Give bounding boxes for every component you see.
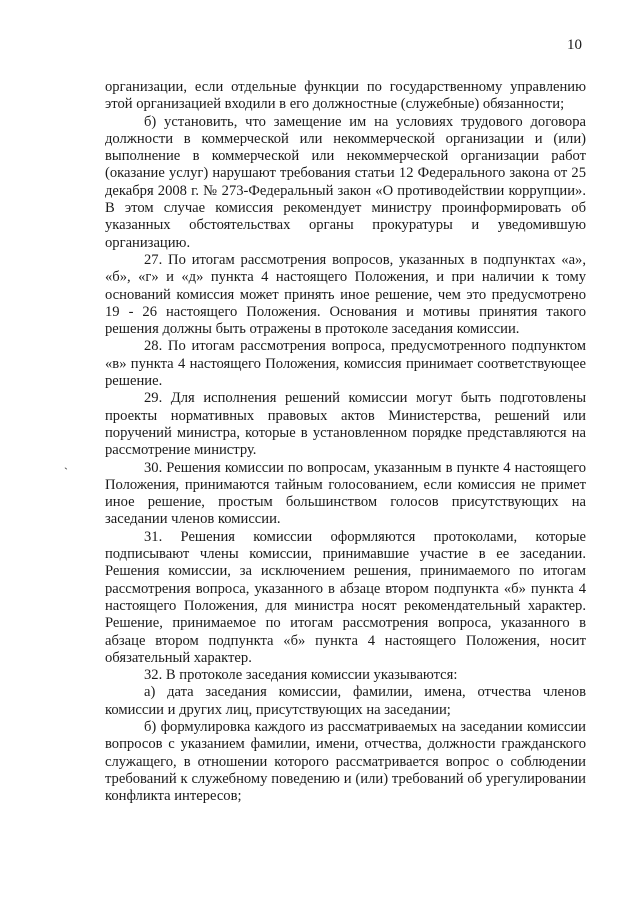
paragraph-28: 28. По итогам рассмотрения вопроса, предусмотренного подпунктом «в» пункта 4 настоящего Положения, комиссия принимает соответствующее решение. <box>105 338 586 390</box>
scan-mark: ` <box>64 465 68 479</box>
paragraph-continuation: организации, если отдельные функции по государственному управлению этой организацией входили в его должностные (служебные) обязанности; <box>105 79 586 113</box>
paragraph-32: 32. В протоколе заседания комиссии указываются: <box>144 667 458 684</box>
paragraph-subitem-b-conclusion: б) установить, что замещение им на условиях трудового договора должности в коммерческой или некоммерческой организации и (или) выполнение в коммерческой или некоммерческой организации работ (оказание услуг) нарушают требования статьи 12 Федерального закона от 25 декабря 2008 г. № 273-Федеральный закон «О противодействии коррупции». В этом случае комиссия рекомендует министру проинформировать об указанных обстоятельствах органы прокуратуры и уведомившую организацию. <box>105 113 586 251</box>
document-body <box>105 79 586 805</box>
paragraph-32-item-b: б) формулировка каждого из рассматриваемых на заседании комиссии вопросов с указанием фамилии, имени, отчества, должности гражданского служащего, в отношении которого рассматривается вопрос о соблюдении требований к служебному поведению и (или) требований об урегулировании конфликта интересов; <box>105 718 586 805</box>
paragraph-32-item-a: а) дата заседания комиссии, фамилии, имена, отчества членов комиссии и других лиц, присутствующих на заседании; <box>105 684 586 718</box>
paragraph-31: 31. Решения комиссии оформляются протоколами, которые подписывают члены комиссии, принимавшие участие в ее заседании. Решения комиссии, за исключением решения, принимаемого по итогам рассмотрения вопроса, указанного в абзаце втором подпункта «б» пункта 4 настоящего Положения, для министра носят рекомендательный характер. Решение, принимаемое по итогам рассмотрения вопроса, указанного в абзаце втором подпункта «б» пункта 4 настоящего Положения, носит обязательный характер. <box>105 528 586 666</box>
page-number: 10 <box>567 37 582 53</box>
paragraph-30: 30. Решения комиссии по вопросам, указанным в пункте 4 настоящего Положения, принимаются тайным голосованием, если комиссия не примет иное решение, простым большинством голосов присутствующих на заседании членов комиссии. <box>105 459 586 528</box>
paragraph-29: 29. Для исполнения решений комиссии могут быть подготовлены проекты нормативных правовых актов Министерства, решений или поручений министра, которые в установленном порядке представляются на рассмотрение министру. <box>105 390 586 459</box>
paragraph-27: 27. По итогам рассмотрения вопросов, указанных в подпунктах «а», «б», «г» и «д» пункта 4 настоящего Положения, и при наличии к тому оснований комиссия может принять иное решение, чем это предусмотрено 19 - 26 настоящего Положения. Основания и мотивы принятия такого решения должны быть отражены в протоколе заседания комиссии. <box>105 251 586 338</box>
